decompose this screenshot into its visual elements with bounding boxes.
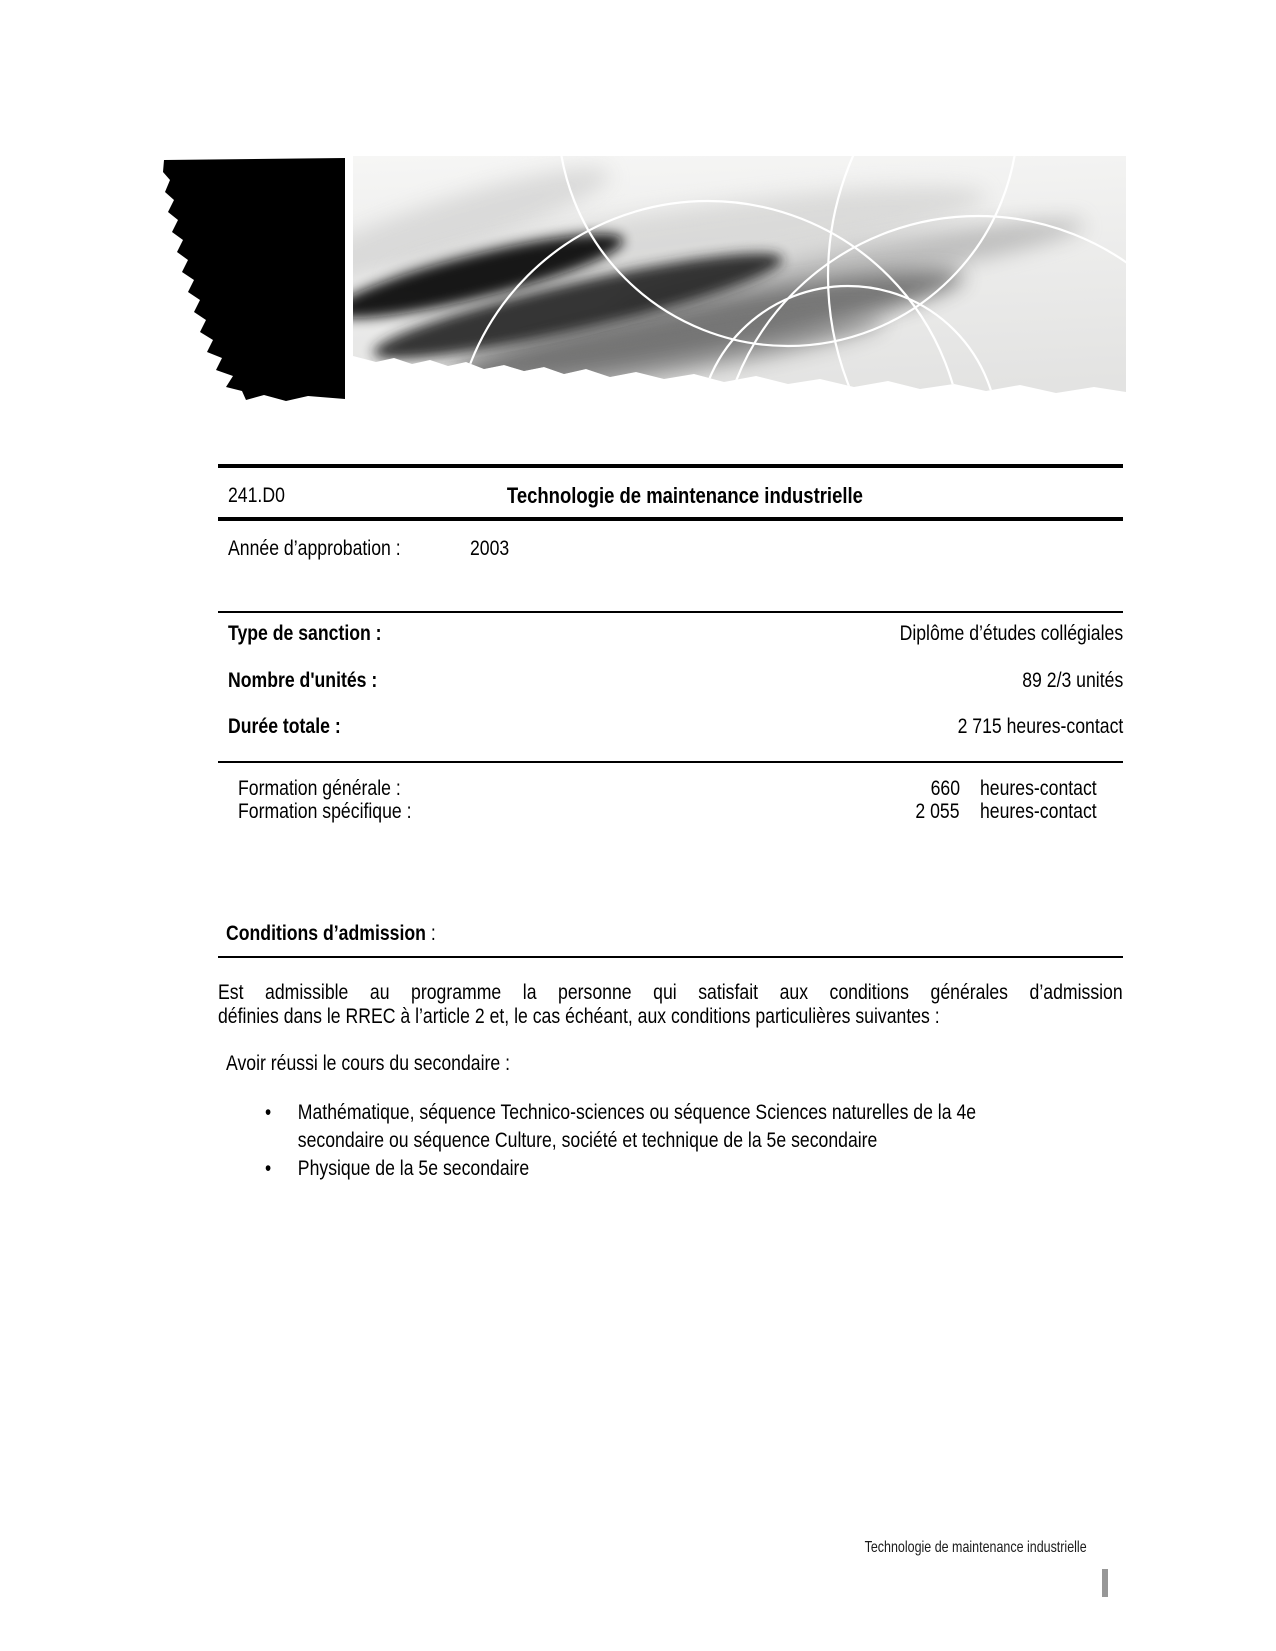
- total-duration-value: 2 715 heures-contact: [957, 715, 1123, 738]
- header-artwork: [148, 156, 1126, 412]
- total-duration-label: Durée totale :: [228, 715, 341, 738]
- general-training-unit: heures-contact: [980, 777, 1097, 800]
- divider-title-top: [218, 464, 1123, 468]
- footer-marker-bar: [1102, 1569, 1108, 1597]
- divider-admission-underline: [218, 956, 1123, 958]
- approval-year-label: Année d’approbation :: [228, 537, 401, 560]
- torn-black-shape: [163, 158, 345, 401]
- program-code: 241.D0: [228, 484, 285, 507]
- admission-intro-line: définies dans le RREC à l’article 2 et, le cas échéant, aux conditions particulières suivantes :: [218, 1005, 940, 1028]
- gray-paper: [278, 156, 1126, 412]
- approval-year-value: 2003: [470, 537, 510, 560]
- units-count-value: 89 2/3 unités: [1021, 669, 1123, 692]
- units-count-label: Nombre d'unités :: [228, 669, 378, 692]
- divider-summary-top: [218, 611, 1123, 613]
- sanction-type-value: Diplôme d’études collégiales: [899, 622, 1123, 645]
- specific-training-hours: 2 055: [915, 800, 960, 823]
- program-title: Technologie de maintenance industrielle: [506, 483, 863, 508]
- general-training-hours: 660: [930, 777, 960, 800]
- specific-training-label: Formation spécifique :: [238, 800, 412, 823]
- prerequisite-item: • Physique de la 5e secondaire: [218, 1155, 1020, 1183]
- admission-heading: [226, 921, 476, 947]
- admission-heading-colon: :: [425, 922, 436, 945]
- footer-program-title: Technologie de maintenance industrielle: [864, 1539, 1087, 1556]
- admission-intro: [218, 981, 1123, 1029]
- specific-training-unit: heures-contact: [980, 800, 1097, 823]
- general-training-label: Formation générale :: [238, 777, 401, 800]
- prerequisite-lead: Avoir réussi le cours du secondaire :: [226, 1052, 511, 1075]
- divider-summary-bottom: [218, 761, 1123, 763]
- prerequisite-item: • Mathématique, séquence Technico-sciences ou séquence Sciences naturelles de la 4e secondaire ou séquence Culture, société et technique de la 5e secondaire: [218, 1099, 1020, 1155]
- admission-intro-line: Est admissible au programme la personne qui satisfait aux conditions générales d’admission: [218, 981, 1123, 1004]
- admission-heading-text: Conditions d’admission: [226, 922, 426, 945]
- sanction-type-label: Type de sanction :: [228, 622, 382, 645]
- divider-title-bottom: [218, 517, 1123, 521]
- prerequisite-list: [218, 1099, 1123, 1183]
